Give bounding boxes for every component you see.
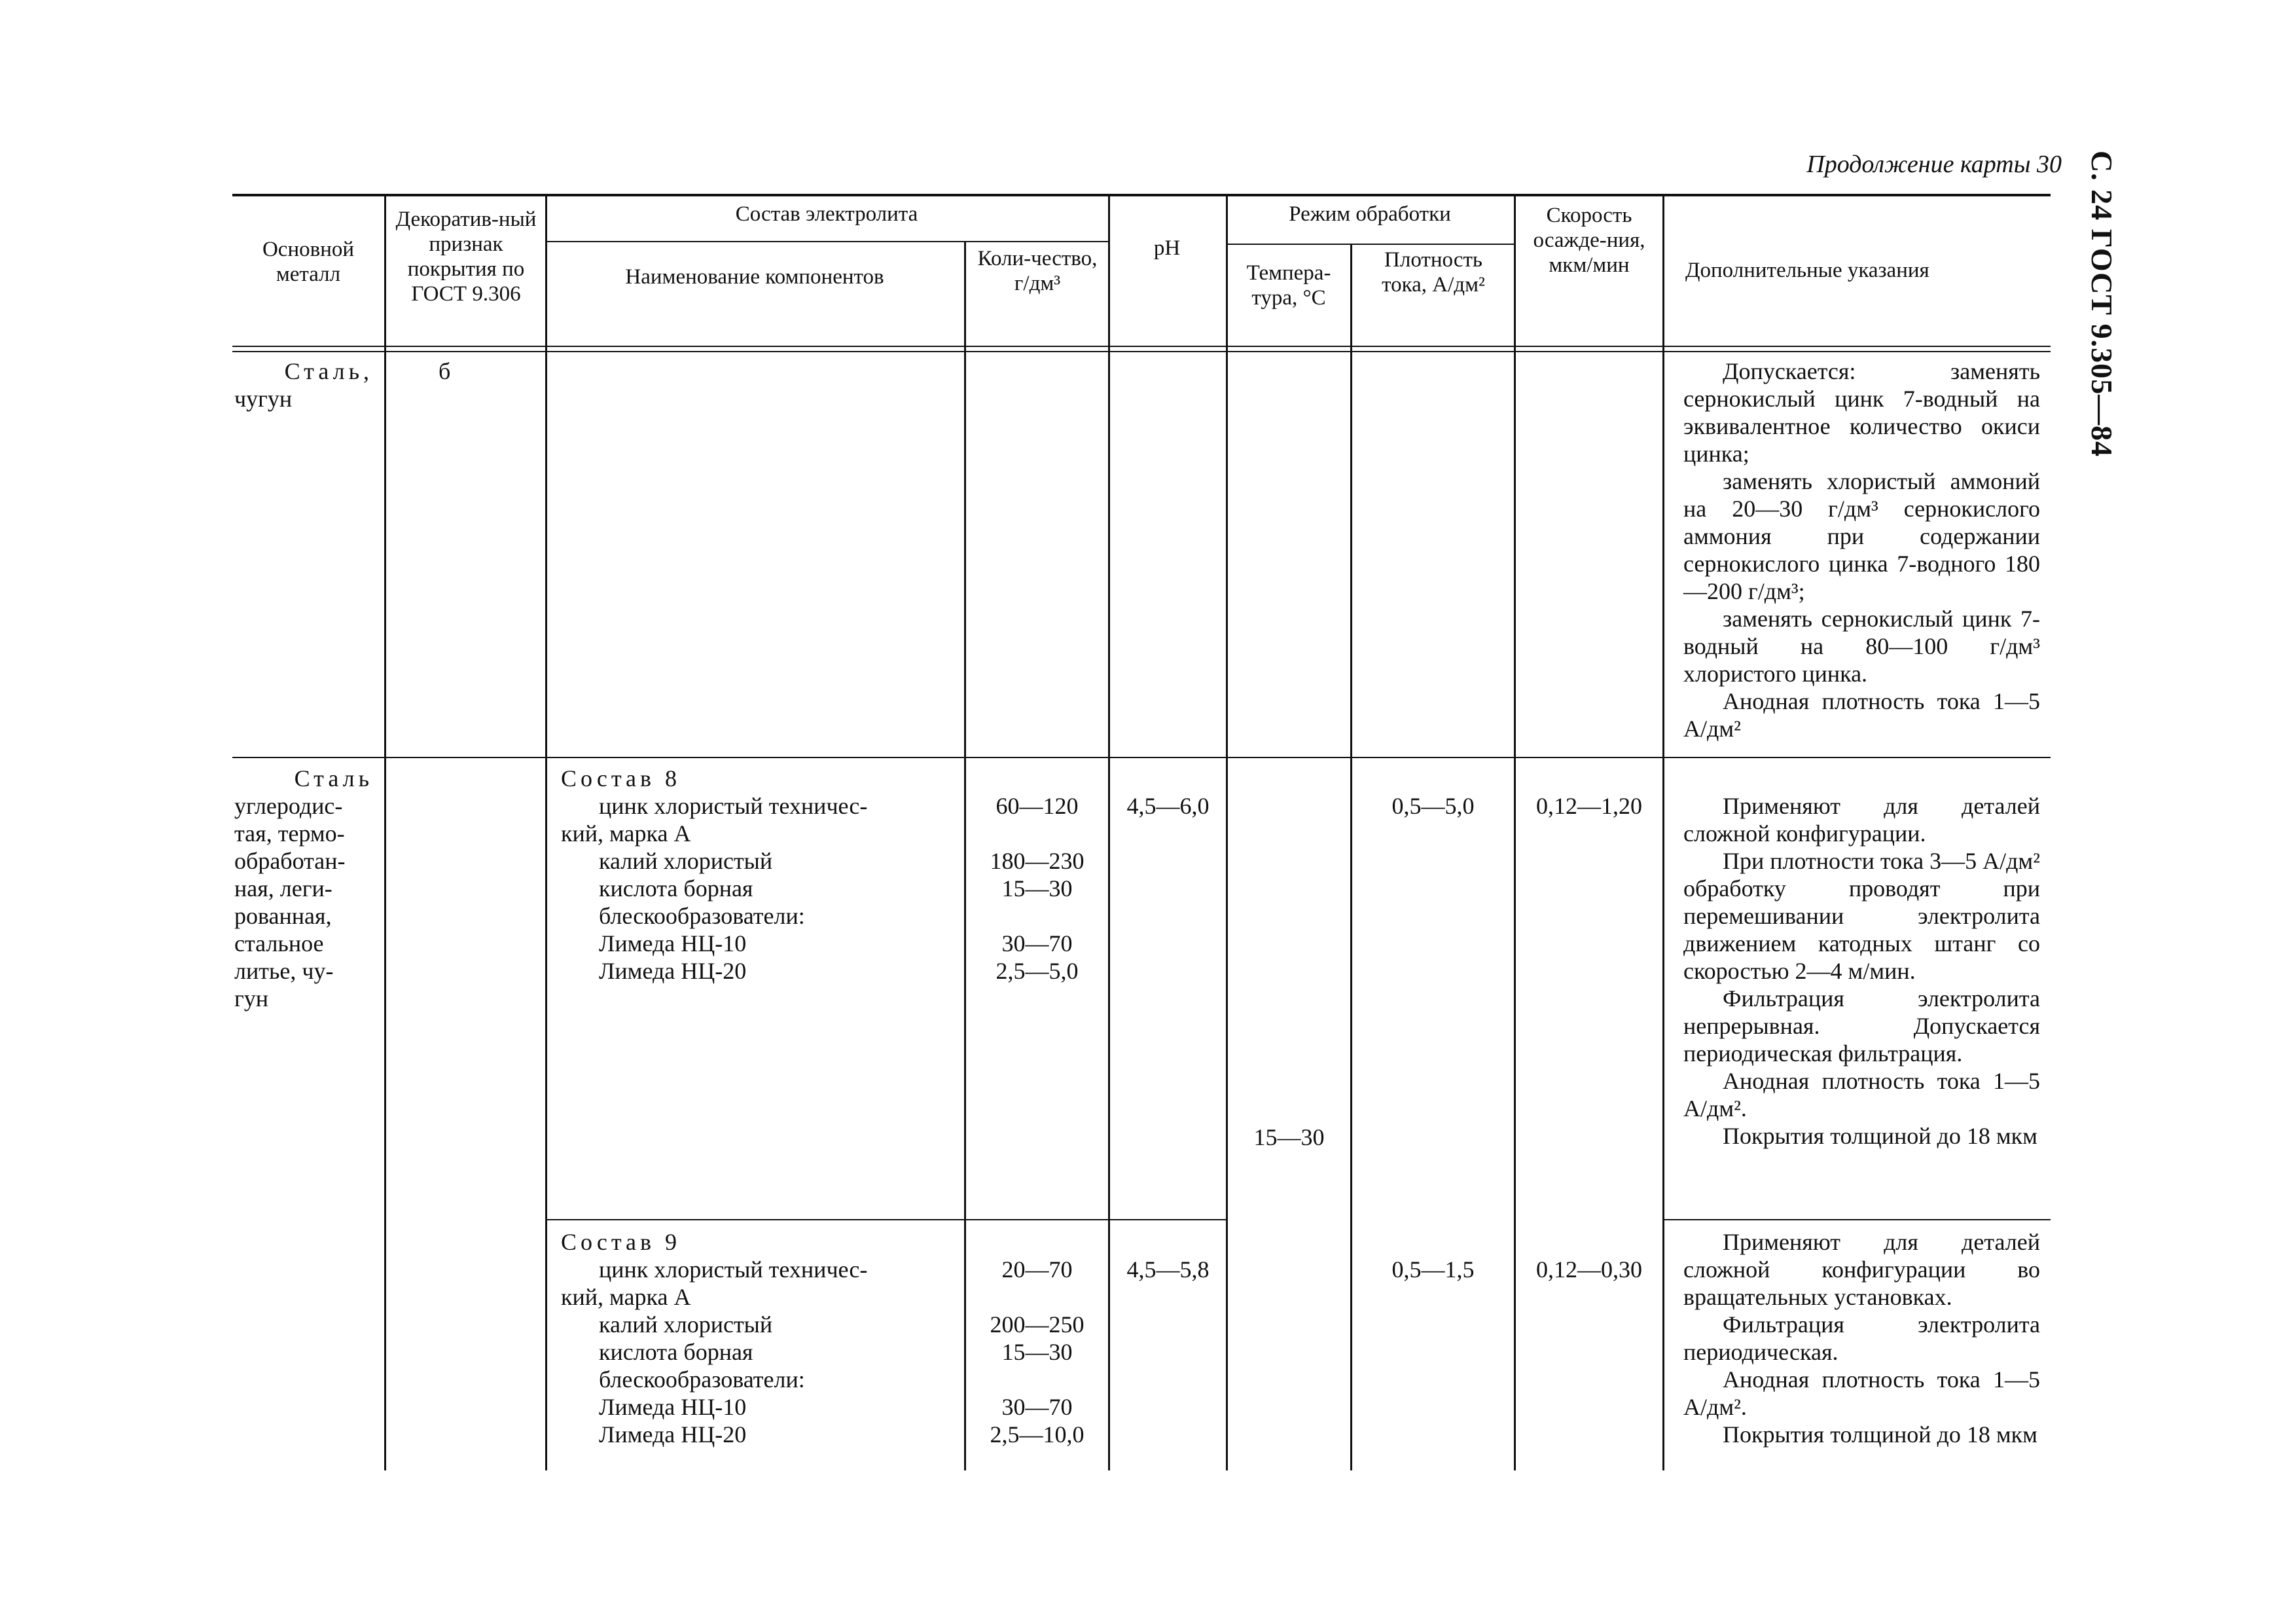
header-quantity: Коли-чество, г/дм³: [977, 247, 1098, 295]
quantity-value: [966, 820, 1108, 847]
components-cell: [561, 792, 954, 985]
base-metal-line: рованная,: [234, 903, 332, 929]
notes-cell: [1683, 357, 2040, 742]
temperature-value: 15—30: [1253, 1124, 1325, 1150]
component-line: Лимеда НЦ-10: [599, 1394, 747, 1420]
note-line: Анодная плотность тока 1—5 А/дм².: [1683, 1068, 2040, 1122]
quantities-cell: [966, 792, 1108, 985]
composition-title: Состав 8: [561, 765, 681, 792]
quantity-value: 30—70: [1001, 1394, 1073, 1420]
note-line: Фильтрация электролита периодическая.: [1683, 1311, 2040, 1365]
note-line: Покрытия толщиной до 18 мкм: [1723, 1421, 2037, 1448]
base-metal-line: гун: [234, 985, 269, 1012]
base-metal-cell: [234, 357, 373, 412]
header-decorative: Декоратив-ный признак покрытия по ГОСТ 9.306: [395, 208, 537, 306]
component-line: Лимеда НЦ-10: [599, 930, 747, 957]
note-line: При плотности тока 3—5 А/дм² обработку проводят при перемешивании электролита движением катодных штанг со скоростью 2—4 м/мин.: [1683, 848, 2040, 984]
note-line: Фильтрация электролита непрерывная. Допускается периодическая фильтрация.: [1683, 985, 2040, 1067]
header-temperature: Темпера-тура, °С: [1246, 261, 1331, 310]
base-metal-line: чугун: [234, 386, 293, 412]
quantity-value: 200—250: [990, 1311, 1085, 1338]
quantity-value: 30—70: [1001, 930, 1073, 957]
note-line: заменять сернокислый цинк 7-водный на 80—100 г/дм³ хлористого цинка.: [1683, 606, 2040, 687]
component-line: кий, марка А: [561, 820, 691, 847]
current-density-value: 0,5—5,0: [1391, 793, 1475, 819]
components-cell: [561, 1256, 954, 1448]
component-line: калий хлористый: [599, 848, 773, 874]
base-metal-line: обработан-: [234, 848, 346, 874]
ph-value: 4,5—6,0: [1126, 793, 1210, 819]
quantity-value: [966, 902, 1108, 930]
notes-cell: [1683, 1228, 2040, 1448]
base-metal-line: углеродис-: [234, 793, 343, 819]
component-line: блескообразователи:: [599, 1366, 805, 1393]
header-rate: Скорость осажде-ния, мкм/мин: [1533, 204, 1645, 277]
notes-cell: [1683, 792, 2040, 1150]
base-metal-line: ная, леги-: [234, 875, 332, 902]
base-metal-cell: [234, 765, 373, 1012]
ph-value: 4,5—5,8: [1126, 1256, 1210, 1283]
composition-title: Состав 9: [561, 1229, 681, 1255]
component-line: цинк хлористый техничес-: [599, 793, 868, 819]
rate-value: 0,12—1,20: [1536, 793, 1642, 819]
component-line: цинк хлористый техничес-: [599, 1256, 868, 1283]
header-mode: Режим обработки: [1289, 202, 1451, 226]
header-base-metal: Основной металл: [262, 238, 355, 286]
quantity-value: 20—70: [1001, 1256, 1073, 1283]
document-side-title: С. 24 ГОСТ 9.305—84: [2085, 151, 2119, 458]
decorative-cell: б: [439, 358, 451, 384]
header-component-name: Наименование компонентов: [625, 265, 884, 289]
quantity-value: 15—30: [1001, 875, 1073, 902]
continuation-caption: Продолжение карты 30: [1806, 151, 2062, 178]
component-line: Лимеда НЦ-20: [599, 958, 747, 984]
quantity-value: 180—230: [990, 848, 1085, 874]
header-notes: Дополнительные указания: [1685, 259, 1929, 282]
note-line: Анодная плотность тока 1—5 А/дм²: [1683, 688, 2040, 742]
component-line: блескообразователи:: [599, 903, 805, 929]
base-metal-line: тая, термо-: [234, 820, 345, 847]
quantity-value: 2,5—10,0: [990, 1421, 1085, 1448]
base-metal-line: литье, чу-: [234, 958, 334, 984]
component-line: Лимеда НЦ-20: [599, 1421, 747, 1448]
component-line: кислота борная: [599, 875, 753, 902]
component-line: калий хлористый: [599, 1311, 773, 1338]
rate-value: 0,12—0,30: [1536, 1256, 1642, 1283]
component-line: кислота борная: [599, 1339, 753, 1365]
note-line: заменять хлористый аммоний на 20—30 г/дм³ сернокислого аммония при содержании сернокислого цинка 7-водного 180—200 г/дм³;: [1683, 468, 2040, 604]
current-density-value: 0,5—1,5: [1391, 1256, 1475, 1283]
note-line: Применяют для деталей сложной конфигурации.: [1683, 793, 2040, 847]
component-line: кий, марка А: [561, 1284, 691, 1310]
quantities-cell: [966, 1256, 1108, 1448]
base-metal-line: Сталь: [294, 765, 373, 792]
note-line: Анодная плотность тока 1—5 А/дм².: [1683, 1366, 2040, 1420]
quantity-value: [966, 1283, 1108, 1311]
header-ph: рН: [1153, 236, 1181, 260]
quantity-value: 60—120: [996, 793, 1079, 819]
quantity-value: [966, 1366, 1108, 1393]
header-current-density: Плотность тока, А/дм²: [1382, 248, 1485, 297]
base-metal-line: Сталь,: [284, 358, 373, 384]
quantity-value: 2,5—5,0: [996, 958, 1079, 984]
note-line: Применяют для деталей сложной конфигурации во вращательных установках.: [1683, 1229, 2040, 1310]
note-line: Допускается: заменять сернокислый цинк 7-водный на эквивалентное количество окиси цинка;: [1683, 358, 2040, 467]
header-electrolyte: Состав электролита: [735, 202, 918, 226]
quantity-value: 15—30: [1001, 1339, 1073, 1365]
note-line: Покрытия толщиной до 18 мкм: [1723, 1123, 2037, 1149]
base-metal-line: стальное: [234, 930, 324, 957]
